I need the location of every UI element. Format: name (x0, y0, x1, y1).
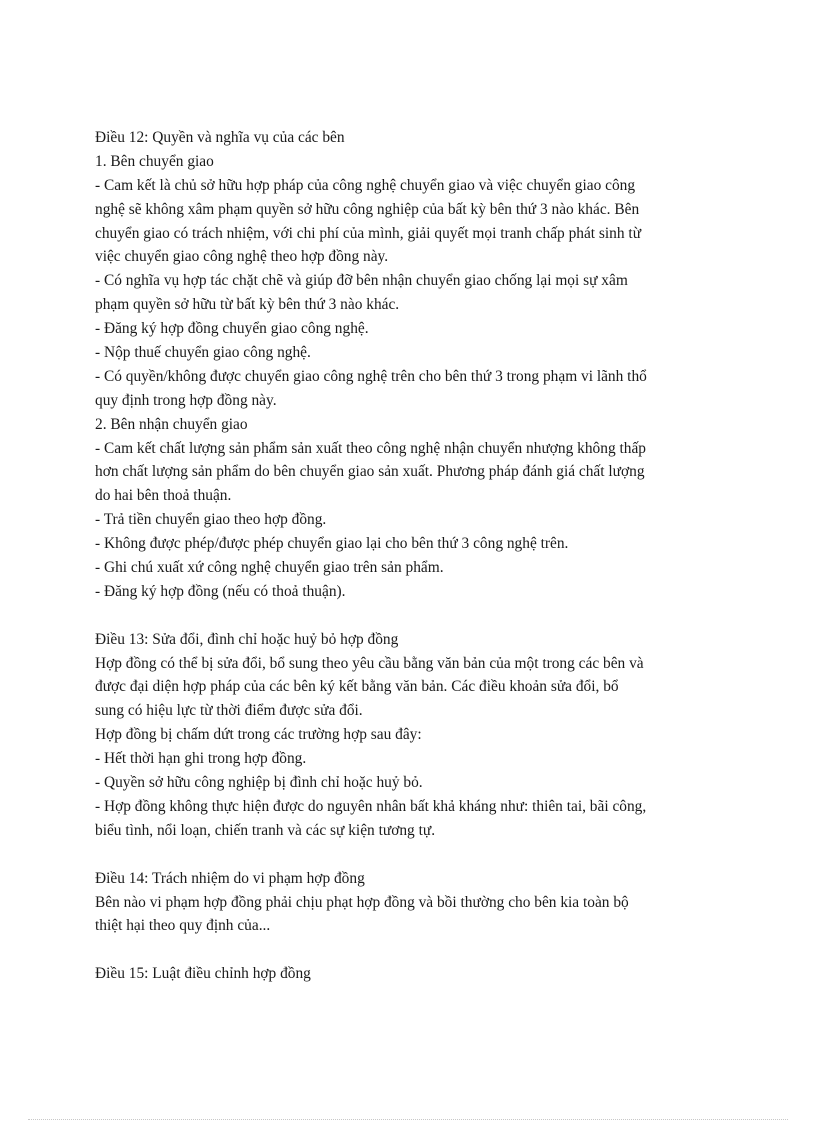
paragraph-line: - Đăng ký hợp đồng chuyển giao công nghệ. (95, 320, 369, 338)
article-heading: Điều 12: Quyền và nghĩa vụ của các bên (95, 129, 345, 146)
paragraph-line: sung có hiệu lực từ thời điểm được sửa đổi. (95, 702, 363, 720)
section-article-15 (95, 962, 735, 986)
paragraph-line: được đại diện hợp pháp của các bên ký kết bằng văn bản. Các điều khoản sửa đổi, bổ (95, 678, 619, 696)
paragraph-line: quy định trong hợp đồng này. (95, 391, 277, 409)
document-body (95, 126, 735, 986)
article-heading: Điều 13: Sửa đổi, đình chỉ hoặc huỷ bỏ hợp đồng (95, 630, 399, 648)
page-bottom-rule (28, 1119, 788, 1120)
paragraph-line: nghệ sẽ không xâm phạm quyền sở hữu công nghiệp của bất kỳ bên thứ 3 nào khác. Bên (95, 200, 640, 218)
article-heading: Điều 14: Trách nhiệm do vi phạm hợp đồng (95, 869, 365, 887)
paragraph-line: phạm quyền sở hữu từ bất kỳ bên thứ 3 nào khác. (95, 296, 400, 314)
section-article-14 (95, 867, 735, 939)
subheading: 2. Bên nhận chuyển giao (95, 415, 248, 433)
paragraph-line: - Cam kết là chủ sở hữu hợp pháp của công nghệ chuyển giao và việc chuyển giao công (95, 176, 636, 194)
paragraph-line: - Đăng ký hợp đồng (nếu có thoả thuận). (95, 582, 346, 600)
paragraph-line: - Hợp đồng không thực hiện được do nguyên nhân bất khả kháng như: thiên tai, bãi công, (95, 797, 647, 815)
section-article-13 (95, 628, 735, 843)
paragraph-line: - Không được phép/được phép chuyển giao lại cho bên thứ 3 công nghệ trên. (95, 535, 569, 553)
blank-line (95, 843, 735, 867)
paragraph-line: - Có nghĩa vụ hợp tác chặt chẽ và giúp đỡ bên nhận chuyển giao chống lại mọi sự xâm (95, 272, 628, 290)
paragraph-line: biểu tình, nổi loạn, chiến tranh và các sự kiện tương tự. (95, 821, 436, 839)
blank-line (95, 938, 735, 962)
paragraph-line: thiệt hại theo quy định của... (95, 917, 271, 935)
paragraph-line: - Trả tiền chuyển giao theo hợp đồng. (95, 511, 327, 529)
paragraph-line: Hợp đồng có thể bị sửa đổi, bổ sung theo yêu cầu bằng văn bản của một trong các bên và (95, 654, 644, 672)
article-heading: Điều 15: Luật điều chỉnh hợp đồng (95, 965, 311, 983)
blank-line (95, 604, 735, 628)
paragraph-line: do hai bên thoả thuận. (95, 487, 232, 505)
paragraph-line: - Hết thời hạn ghi trong hợp đồng. (95, 750, 307, 768)
paragraph-line: việc chuyển giao công nghệ theo hợp đồng này. (95, 248, 389, 266)
section-article-12 (95, 126, 735, 604)
paragraph-line: Hợp đồng bị chấm dứt trong các trường hợp sau đây: (95, 726, 422, 744)
paragraph-line: hơn chất lượng sản phẩm do bên chuyển giao sản xuất. Phương pháp đánh giá chất lượng (95, 463, 645, 481)
paragraph-line: chuyển giao có trách nhiệm, với chi phí của mình, giải quyết mọi tranh chấp phát sinh từ (95, 224, 642, 242)
paragraph-line: - Cam kết chất lượng sản phẩm sản xuất theo công nghệ nhận chuyển nhượng không thấp (95, 439, 646, 457)
paragraph-line: - Nộp thuế chuyển giao công nghệ. (95, 344, 311, 362)
paragraph-line: Bên nào vi phạm hợp đồng phải chịu phạt hợp đồng và bồi thường cho bên kia toàn bộ (95, 893, 629, 911)
subheading: 1. Bên chuyển giao (95, 152, 214, 170)
paragraph-line: - Có quyền/không được chuyển giao công nghệ trên cho bên thứ 3 trong phạm vi lãnh thổ (95, 367, 647, 385)
paragraph-line: - Ghi chú xuất xứ công nghệ chuyển giao trên sản phẩm. (95, 559, 444, 577)
paragraph-line: - Quyền sở hữu công nghiệp bị đình chỉ hoặc huỷ bỏ. (95, 774, 423, 792)
